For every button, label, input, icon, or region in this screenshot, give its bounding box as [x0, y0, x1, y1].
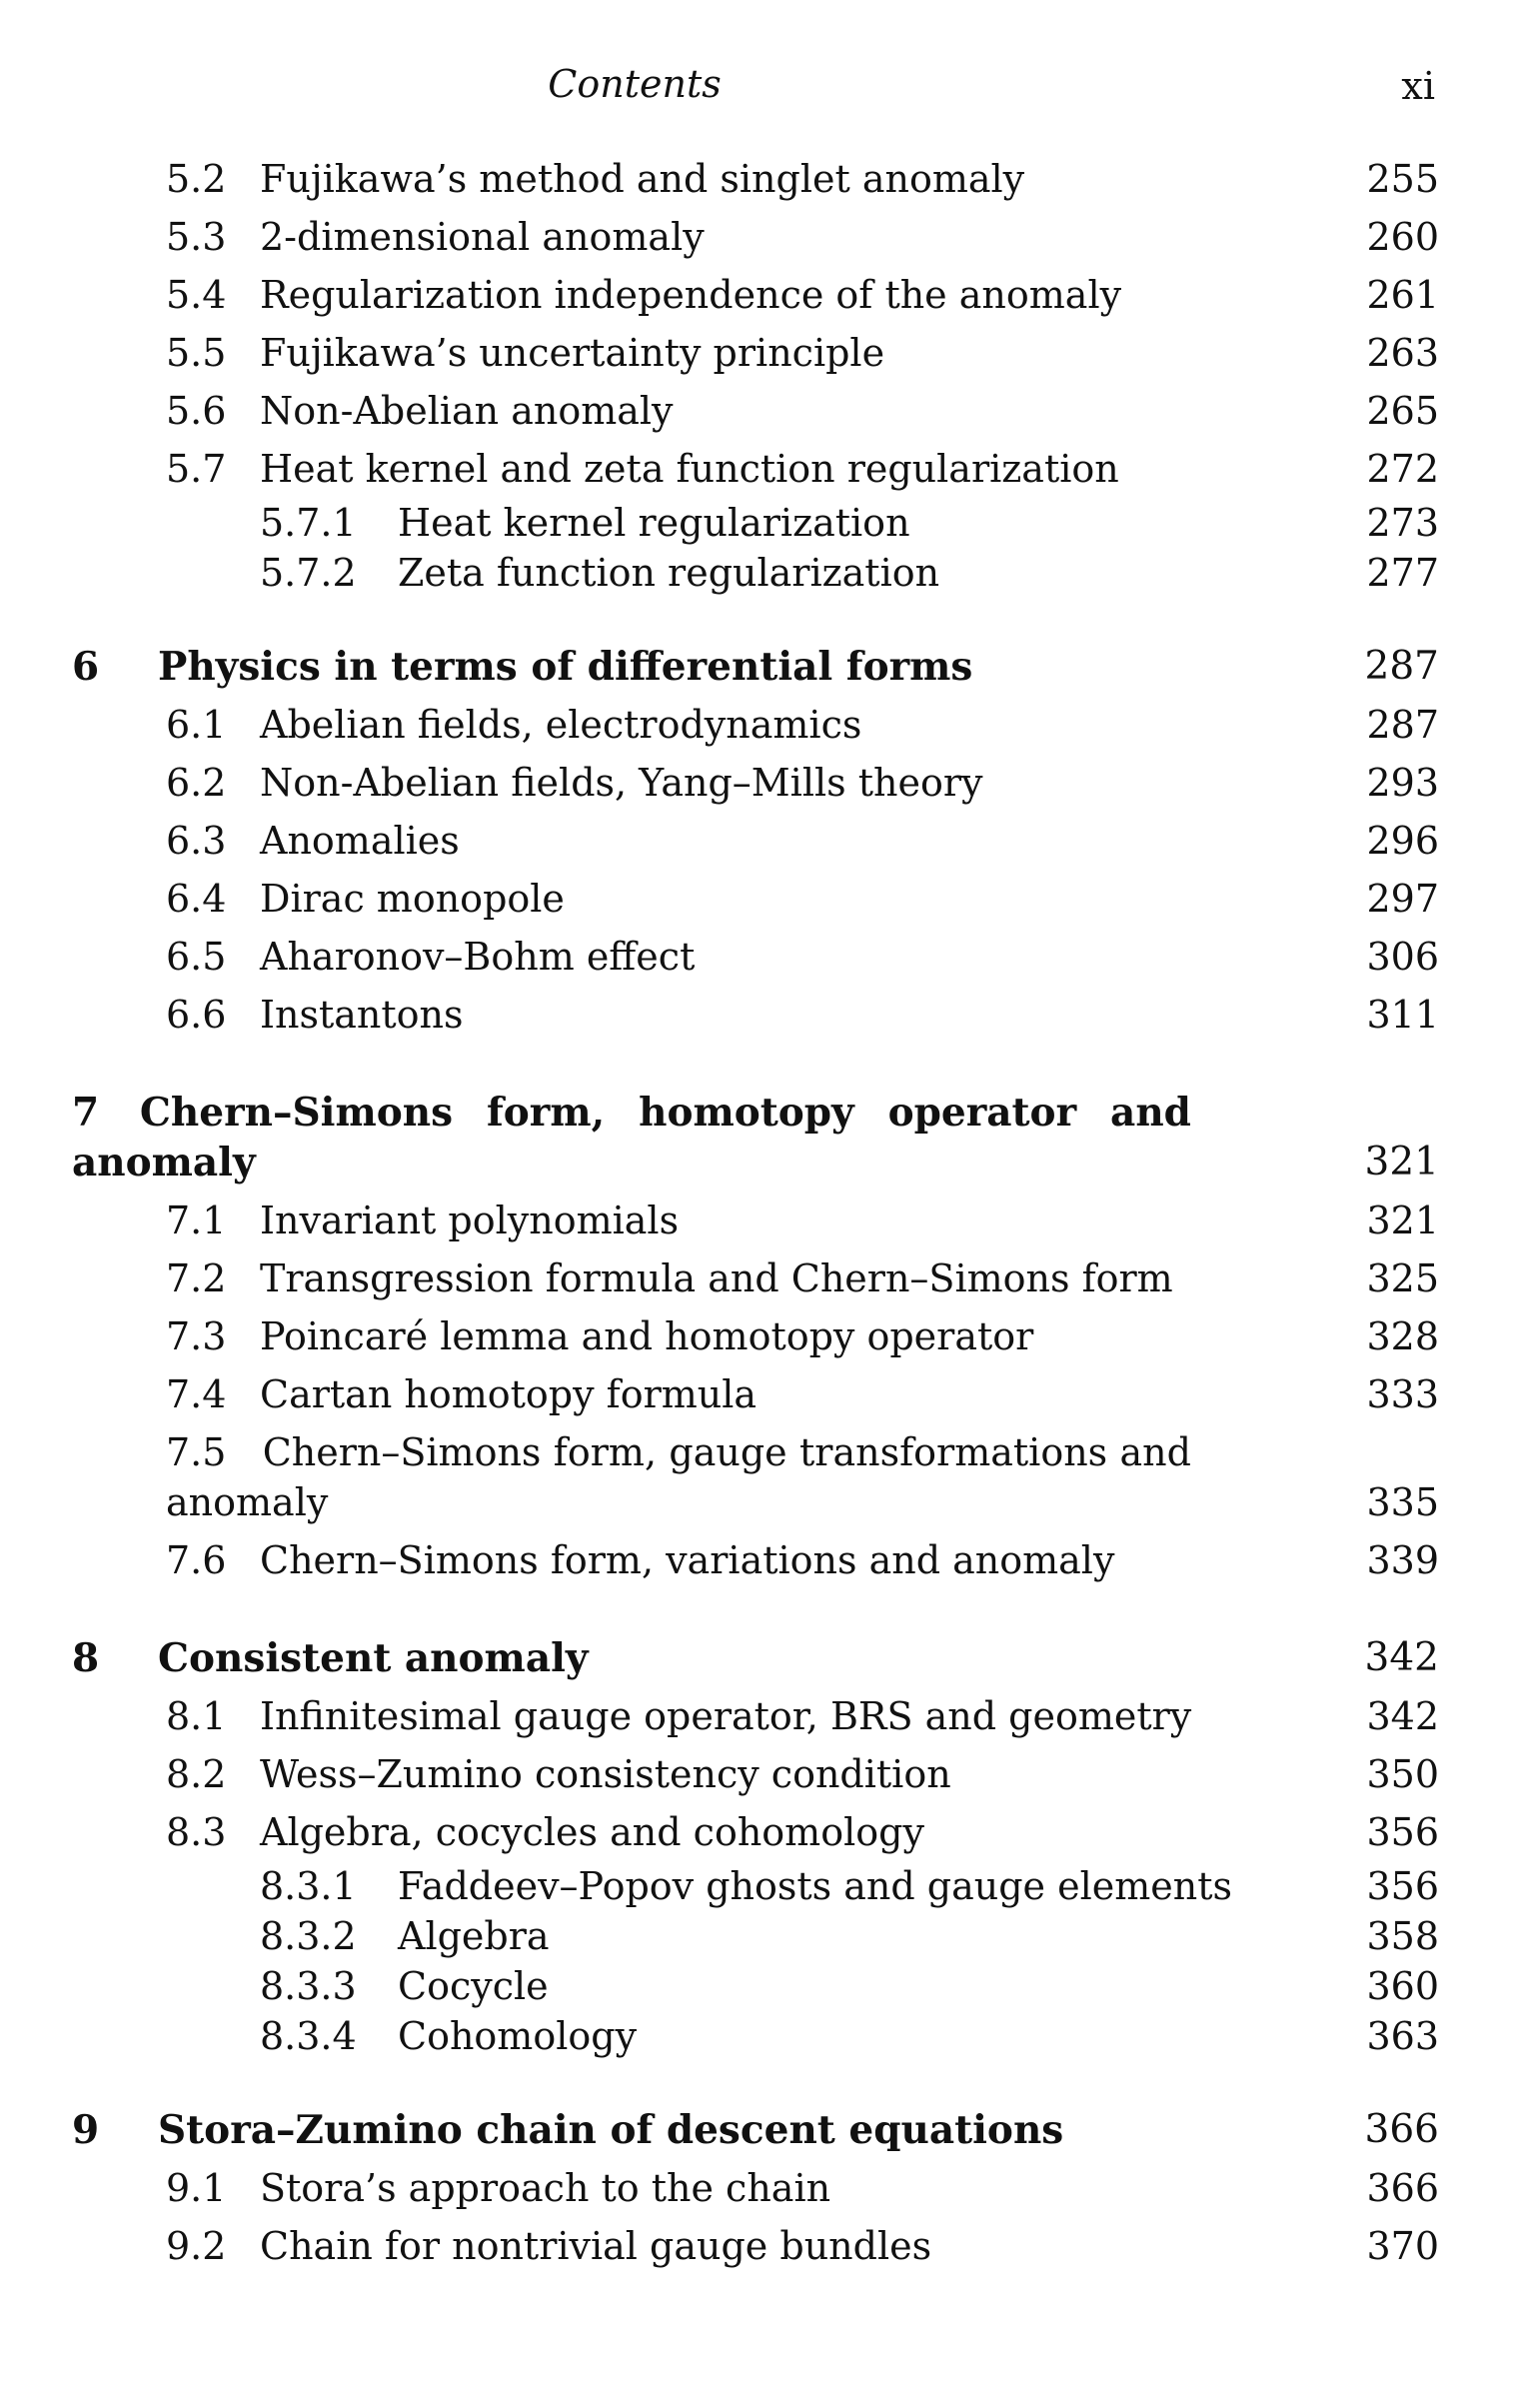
entry-title: Chern–Simons form, variations and anomaly [260, 1538, 1115, 1582]
toc-entry-8-1[interactable] [68, 1687, 1439, 1745]
entry-number: 5.7.1 [260, 501, 357, 545]
entry-page: 356 [1366, 1810, 1439, 1854]
chapter-number: 7 [72, 1090, 100, 1136]
toc-entry-9-1[interactable] [68, 2159, 1439, 2217]
toc-entry-8-3[interactable] [68, 1803, 1439, 1861]
entry-number: 5.6 [166, 389, 227, 433]
entry-number: 7.4 [166, 1372, 227, 1416]
entry-number: 8.3 [166, 1810, 227, 1854]
toc-entry-8-3-2[interactable] [68, 1911, 1439, 1961]
entry-page: 311 [1366, 993, 1439, 1037]
entry-page: 342 [1366, 1694, 1439, 1738]
chapter-number: 6 [72, 644, 100, 690]
entry-page: 296 [1366, 819, 1439, 863]
entry-title: Poincaré lemma and homotopy operator [260, 1314, 1034, 1358]
toc-entry-8-3-3[interactable] [68, 1961, 1439, 2011]
entry-number: 6.6 [166, 993, 227, 1037]
entry-number: 8.3.4 [260, 2014, 357, 2058]
toc-entry-5-7[interactable] [68, 440, 1439, 498]
chapter-title: Consistent anomaly [158, 1635, 589, 1681]
entry-page: 335 [1366, 1480, 1439, 1524]
toc-entry-6-5[interactable] [68, 928, 1439, 986]
entry-page: 339 [1366, 1538, 1439, 1582]
toc-entry-6-3[interactable] [68, 812, 1439, 870]
toc-chapter-8[interactable] [68, 1629, 1439, 1687]
entry-page: 366 [1366, 2166, 1439, 2210]
entry-number: 5.7 [166, 447, 227, 491]
entry-number: 8.3.3 [260, 1964, 357, 2008]
entry-number: 5.2 [166, 157, 227, 201]
entry-page: 358 [1366, 1914, 1439, 1958]
entry-title: 2-dimensional anomaly [260, 215, 705, 259]
toc-entry-7-3[interactable] [68, 1307, 1439, 1365]
entry-title-line-1: 7.5 Chern–Simons form, gauge transformations and [166, 1430, 1191, 1474]
entry-number: 8.2 [166, 1752, 227, 1796]
entry-number: 7.5 [166, 1430, 227, 1474]
entry-page: 263 [1366, 331, 1439, 375]
entry-page: 350 [1366, 1752, 1439, 1796]
toc-entry-8-3-4[interactable] [68, 2011, 1439, 2061]
entry-page: 333 [1366, 1372, 1439, 1416]
entry-number: 7.2 [166, 1256, 227, 1300]
entry-number: 6.2 [166, 761, 227, 805]
entry-title: Algebra, cocycles and cohomology [260, 1810, 924, 1854]
entry-page: 325 [1366, 1256, 1439, 1300]
chapter-number: 9 [72, 2107, 100, 2153]
chapter-title-line-2: anomaly [72, 1140, 256, 1186]
entry-title: Infinitesimal gauge operator, BRS and geometry [260, 1694, 1192, 1738]
entry-number: 9.2 [166, 2224, 227, 2268]
entry-number: 6.1 [166, 703, 227, 747]
entry-title: Anomalies [260, 819, 460, 863]
entry-number: 7.6 [166, 1538, 227, 1582]
chapter-page: 321 [1364, 1140, 1439, 1185]
entry-number: 6.3 [166, 819, 227, 863]
entry-title: Cocycle [398, 1964, 549, 2008]
entry-title: Algebra [398, 1914, 550, 1958]
toc-entry-6-4[interactable] [68, 870, 1439, 928]
toc-entry-5-5[interactable] [68, 324, 1439, 382]
running-header-title: Contents [548, 62, 722, 106]
entry-page: 273 [1366, 501, 1439, 545]
toc-entry-5-4[interactable] [68, 266, 1439, 324]
chapter-page: 342 [1364, 1635, 1439, 1680]
entry-page: 370 [1366, 2224, 1439, 2268]
chapter-number: 8 [72, 1635, 100, 1681]
toc-entry-7-1[interactable] [68, 1192, 1439, 1249]
entry-title-line-2: anomaly [166, 1480, 329, 1524]
entry-page: 321 [1366, 1199, 1439, 1242]
toc-entry-5-6[interactable] [68, 382, 1439, 440]
entry-title: Cartan homotopy formula [260, 1372, 758, 1416]
entry-title: Faddeev–Popov ghosts and gauge elements [398, 1864, 1232, 1908]
entry-page: 297 [1366, 877, 1439, 921]
toc-chapter-7[interactable] [68, 1084, 1439, 1192]
toc-entry-9-2[interactable] [68, 2217, 1439, 2275]
toc-entry-5-2[interactable] [68, 150, 1439, 208]
entry-title: Wess–Zumino consistency condition [260, 1752, 951, 1796]
chapter-title: Stora–Zumino chain of descent equations [158, 2107, 1064, 2153]
entry-title: Non-Abelian fields, Yang–Mills theory [260, 761, 983, 805]
chapter-title-line-1: 7 Chern–Simons form, homotopy operator and [72, 1084, 1191, 1142]
entry-number: 5.3 [166, 215, 227, 259]
toc-entry-6-1[interactable] [68, 696, 1439, 754]
entry-page: 265 [1366, 389, 1439, 433]
entry-title: Fujikawa’s uncertainty principle [260, 331, 885, 375]
entry-title: Fujikawa’s method and singlet anomaly [260, 157, 1025, 201]
entry-title: Cohomology [398, 2014, 638, 2058]
entry-page: 356 [1366, 1864, 1439, 1908]
toc-entry-5-7-1[interactable] [68, 498, 1439, 548]
entry-title: Chain for nontrivial gauge bundles [260, 2224, 932, 2268]
table-of-contents [68, 150, 1439, 2275]
toc-entry-6-2[interactable] [68, 754, 1439, 812]
chapter-page: 366 [1364, 2107, 1439, 2152]
entry-title: Regularization independence of the anomaly [260, 273, 1122, 317]
toc-entry-7-2[interactable] [68, 1249, 1439, 1307]
toc-entry-5-3[interactable] [68, 208, 1439, 266]
entry-number: 8.3.2 [260, 1914, 357, 1958]
entry-title: Zeta function regularization [398, 551, 940, 595]
entry-number: 5.5 [166, 331, 227, 375]
toc-entry-7-4[interactable] [68, 1365, 1439, 1423]
toc-entry-7-6[interactable] [68, 1531, 1439, 1589]
entry-title: Heat kernel regularization [398, 501, 910, 545]
toc-entry-8-3-1[interactable] [68, 1861, 1439, 1911]
entry-number: 8.1 [166, 1694, 227, 1738]
entry-page: 272 [1366, 447, 1439, 491]
entry-number: 6.4 [166, 877, 227, 921]
entry-title: Abelian fields, electrodynamics [260, 703, 862, 747]
toc-entry-5-7-2[interactable] [68, 548, 1439, 598]
entry-number: 7.1 [166, 1199, 227, 1242]
entry-title: Transgression formula and Chern–Simons form [260, 1256, 1173, 1300]
entry-number: 5.4 [166, 273, 227, 317]
entry-page: 261 [1366, 273, 1439, 317]
entry-page: 287 [1366, 703, 1439, 747]
entry-page: 293 [1366, 761, 1439, 805]
entry-page: 363 [1366, 2014, 1439, 2058]
toc-entry-7-5[interactable] [68, 1423, 1439, 1531]
entry-number: 7.3 [166, 1314, 227, 1358]
entry-title: Stora’s approach to the chain [260, 2166, 831, 2210]
chapter-number-and-word: 7 Chern–Simons [72, 1090, 454, 1136]
entry-title: Aharonov–Bohm effect [260, 935, 696, 979]
entry-title: Non-Abelian anomaly [260, 389, 674, 433]
toc-chapter-6[interactable] [68, 638, 1439, 696]
toc-chapter-9[interactable] [68, 2101, 1439, 2159]
chapter-title: Physics in terms of differential forms [158, 644, 973, 690]
entry-number: 5.7.2 [260, 551, 357, 595]
entry-page: 306 [1366, 935, 1439, 979]
entry-title: Dirac monopole [260, 877, 565, 921]
entry-number: 8.3.1 [260, 1864, 357, 1908]
entry-page: 277 [1366, 551, 1439, 595]
entry-page: 255 [1366, 157, 1439, 201]
entry-number: 9.1 [166, 2166, 227, 2210]
entry-number: 6.5 [166, 935, 227, 979]
entry-page: 260 [1366, 215, 1439, 259]
running-header-page-number: xi [1401, 64, 1435, 108]
chapter-page: 287 [1364, 644, 1439, 689]
toc-entry-8-2[interactable] [68, 1745, 1439, 1803]
entry-title: Invariant polynomials [260, 1199, 680, 1242]
entry-title: Heat kernel and zeta function regularization [260, 447, 1119, 491]
entry-page: 360 [1366, 1964, 1439, 2008]
entry-page: 328 [1366, 1314, 1439, 1358]
toc-entry-6-6[interactable] [68, 986, 1439, 1044]
entry-title: Instantons [260, 993, 464, 1037]
